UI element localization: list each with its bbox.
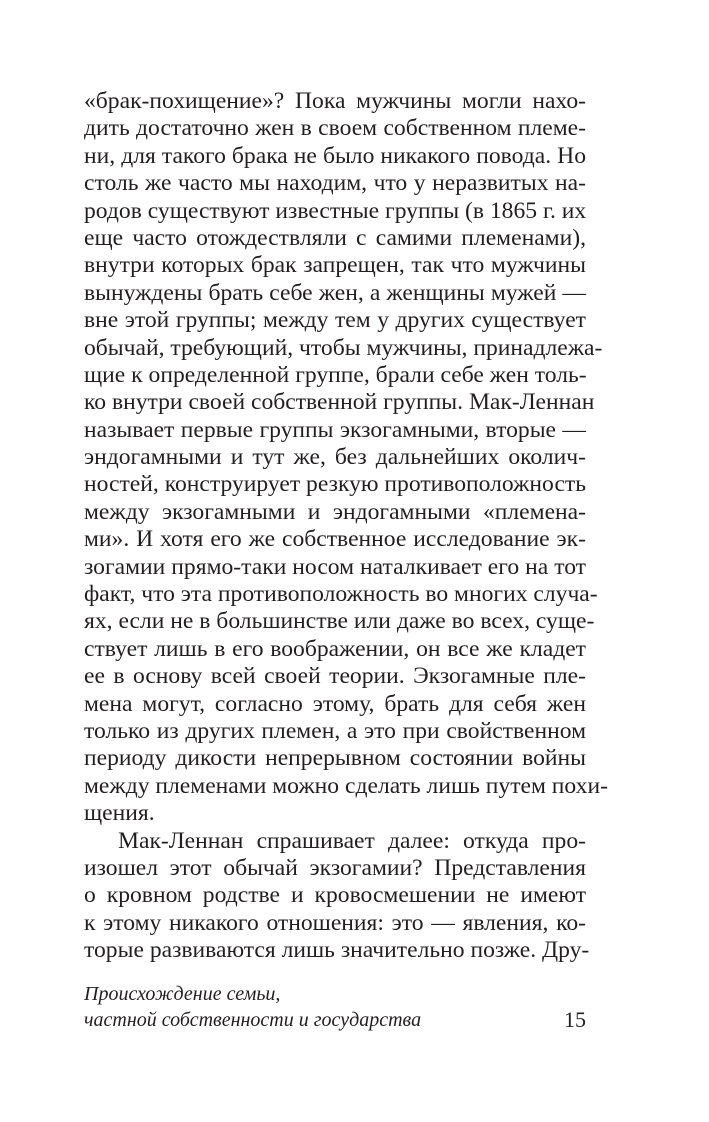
text-line: эндогамными и тут же, без дальнейших околич-	[84, 444, 586, 471]
book-title-line-2: частной собственности и государства	[84, 1009, 422, 1031]
text-line: торые развиваются лишь значительно позже. Дру-	[84, 937, 590, 964]
text-line: столь же часто мы находим, что у неразвитых на-	[84, 170, 586, 197]
text-line: изошел этот обычай экзогамии? Представления	[84, 854, 586, 881]
text-line: ностей, конструирует резкую противоположность	[84, 471, 586, 498]
text-line: ни, для такого брака не было никакого повода. Но	[84, 142, 586, 169]
text-line: дить достаточно жен в своем собственном племе-	[84, 115, 586, 142]
text-line: Мак-Леннан спрашивает далее: откуда про-	[118, 827, 586, 854]
text-line: ствует лишь в его воображении, он все же кладет	[84, 635, 586, 662]
text-line: вынуждены брать себе жен, а женщины мужей —	[84, 279, 586, 306]
text-line: ее в основу всей своей теории. Экзогамные пле-	[84, 663, 586, 690]
text-line: периоду дикости непрерывном состоянии войны	[84, 745, 586, 772]
text-line: ми». И хотя его же собственное исследование эк-	[84, 526, 586, 553]
text-line: ях, если не в большинстве или даже во всех, суще-	[84, 608, 595, 635]
text-line: внутри которых брак запрещен, так что мужчины	[84, 252, 586, 279]
running-footer-title	[84, 981, 586, 1033]
text-line: между экзогамными и эндогамными «племена-	[84, 498, 586, 525]
text-line: щения.	[84, 800, 155, 827]
paragraph-1	[84, 88, 608, 828]
text-line: только из других племен, а это при свойственном	[84, 717, 586, 744]
text-line: к этому никакого отношения: это — явления, ко-	[84, 909, 586, 936]
text-line: факт, что эта противоположность во многих случа-	[84, 581, 598, 608]
text-line: зогамии прямо-таки носом наталкивает его на тот	[84, 553, 586, 580]
text-line: обычай, требующий, чтобы мужчины, принадлежа-	[84, 334, 603, 361]
paragraph-2	[84, 827, 590, 965]
text-line: родов существуют известные группы (в 1865 г. их	[84, 197, 587, 224]
text-line: вне этой группы; между тем у других существует	[84, 307, 586, 334]
page-footer	[84, 981, 586, 1041]
text-line: между племенами можно сделать лишь путем похи-	[84, 772, 608, 799]
page-body	[84, 88, 608, 965]
text-line: о кровном родстве и кровосмешении не имеют	[84, 882, 586, 909]
text-line: называет первые группы экзогамными, вторые —	[84, 416, 586, 443]
text-line: «брак-похищение»? Пока мужчины могли нахо-	[84, 88, 586, 114]
text-line: щие к определенной группе, брали себе жен толь-	[84, 361, 587, 388]
text-line: еще часто отождествляли с самими племенами),	[84, 224, 586, 251]
book-title-line-1: Происхождение семьи,	[84, 983, 281, 1005]
text-line: мена могут, согласно этому, брать для себя жен	[84, 690, 586, 717]
page-number: 15	[564, 1007, 586, 1032]
text-line: ко внутри своей собственной группы. Мак-Леннан	[84, 389, 595, 416]
